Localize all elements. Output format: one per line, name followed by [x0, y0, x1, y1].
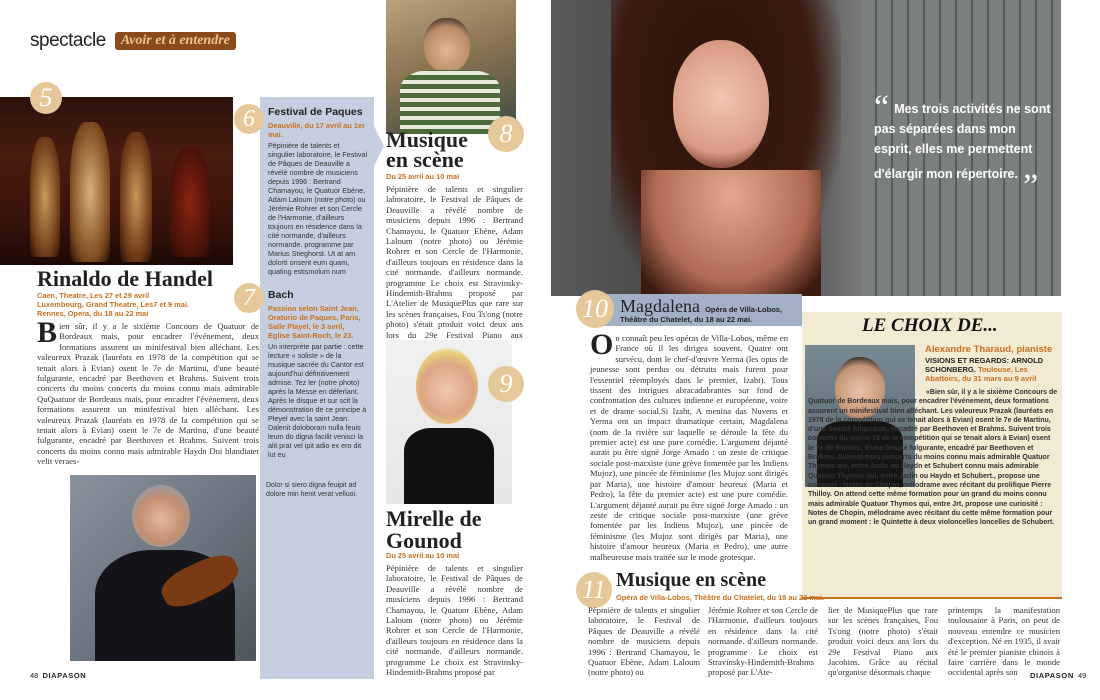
brand-right: DIAPASON	[1030, 671, 1074, 680]
choix-body: «Bien sûr, il y a le sixième Concours de Quatuor de Bordeaux mais, pour encadrer l'événement, deux formations assurent un minifestival bien alléchant. Les valeureux Prazak (lauréats en 1978 de la compétition qui se tenait alors à Evian) osent le 7e de Martinu, d'une beauté fulgurante, encadré par Beethoven et Brahms. Suivent trois concerts du moins 78 de la compétition qui se tenait alors à Evian) osent le 7e de Martinu, d'une beauté fulgurante, encadré par Beethoven et Brahms. Suivent trois concerts du moins connu mais admirable Quatuor Thymos qui, entre Jadin ou Haydn et Schubert connu mais admirable Quatuor Thymos qui, entre Jadin ou Haydn et Schubert., propose une curiosité : Notes de Chopin, mélodrame avec récitant du prolifique Pierre Thilloy. On attend cette même formation pour un grand du moins connu mais admirable Quatuor Thymos qui, entre Jrt, propose une curiosité : Notes de Chopin, mélodrame avec récitant du cette même formation pour un grand moment : le Quintette à deux violoncelles loncelles de Schubert.	[808, 389, 1058, 527]
bach-meta: Passion selon Saint Jean, Oratorio de Paques, Paris, Salle Playel, le 3 avril, Eglise Saint-Roch, le 23.	[268, 304, 361, 340]
section-label: spectacle	[30, 30, 106, 51]
festival-title: Festival de Paques	[268, 106, 363, 118]
festival-body: Pépinière de talents et singulier laboratoire, le Festival de Pâques de Deauville a révélé nombre de musiciens depuis 1996 : Bertrand Chamayou, le Quatuor Ebène, Adam Laloum (notre photo) ou Jérémie Rohrer et son Cercle de l'Harmonie, d'ailleurs toujours en résidence dans la cité normande, d'ailleurs normande. programme par Marius Stieghorst. Ut at am dolorti onsent eum quam, quating estismolum num	[268, 141, 368, 276]
item-number-6: 6	[234, 104, 264, 134]
musique11-meta: Opéra de Villa-Lobos, Théâtre du Chatelet, du 18 au 22 mai.	[616, 593, 825, 602]
page-number-left: 48	[30, 671, 39, 680]
mirelle-title: Mirelle de Gounod	[386, 506, 482, 553]
musique11-col2: Jérémie Rohrer et son Cercle de l'Harmonie, d'ailleurs toujours en résidence dans la cité normande. d'ailleurs normande. programme Le choix est Stravinsky-Hindemith-Brahms proposé par L'Ate-	[708, 605, 819, 678]
soprano-photo	[386, 340, 512, 504]
musique11-col1: Pépinière de talents et singulier laboratoire, le Festival de Pâques de Deauville a révélé nombre de musiciens depuis 1996 : Bertrand Chamayou, le Quatuor Ebène, Adam Laloum (notre photo) ou	[588, 605, 700, 678]
photo-caption: Dolor si siero digna feuipit ad dolore min henit verat velluoi.	[266, 482, 358, 498]
bach-body: Un interprète par partie : cette lecture « soliste » de la musique sacrée du Cantor est aujourd'hui définitivement admise. Tez ler (notre photo) après la Messe en déferlant. Après le disque et sur scit la démonstration de ce principe à Pleyel avec la saint Jean. Dalenit doloboram nulla feuis leum do digna facilit venisci la alit prat vel ipit adio ex ero dit lut eu	[268, 342, 367, 459]
sidebar-arrow	[374, 126, 384, 166]
rinaldo-title: Rinaldo de Handel	[37, 266, 214, 291]
quote-open: “	[874, 89, 890, 126]
item-number-9: 9	[488, 366, 524, 402]
magdalena-meta: Théâtre du Chatelet, du 18 au 22 mai.	[620, 315, 753, 324]
item-number-5: 5	[30, 82, 62, 114]
magdalena-body	[590, 328, 788, 562]
item-number-11: 11	[576, 572, 612, 608]
magdalena-dropcap: O	[590, 328, 614, 361]
choix-heading: LE CHOIX DE...	[862, 315, 998, 336]
magdalena-venue: Opéra de Villa-Lobos,	[705, 305, 783, 314]
choix-subhead	[925, 356, 1059, 383]
item-number-10: 10	[576, 290, 614, 328]
rinaldo-photo	[0, 97, 233, 265]
choix-meta: Toulouse, Les Abattoirs, du 31 mars au 9 avril	[925, 365, 1037, 383]
magdalena-title: Magdalena	[620, 296, 700, 316]
choix-sub: VISIONS ET REGARDS: ARNOLD SCHONBERG.	[925, 356, 1044, 374]
musique8-title: Musique en scène	[386, 127, 468, 172]
magdalena-text: n connaît peu les opéras de Villa-Lobos, même en France où il les dirigea souvent. Quatre ont survécu, dont le chef-d'œuvre Yerma (les opus de jeunesse sont perdus ou détruits mais furent pour l'essentiel réemployés dans le premier, Izaht). Tous tissent des intrigues abracadabrantes sur fond de confrontation des cultures indienne et européenne, voire et de drame social.Si Izaht, A menina das Nuvens et Yerma ont un impact dramatique certain, Magdalena (nom de la rivière sur laquelle se déroule la fête du premier acte) est une pure comédie. L'argument déjanté aurait pu être signé Jorge Amado : un zeste de critique sociale post-marxiste (une grève fomentée par les Indiens Mujoz), une pincée de féminisme (les Mujoz sont dirigés par Maria), une histoire d'amour heureux (Maria et Pedro), la fête du premier acte) est une pure comédie. L'argument déjanté aurait pu être signé Jorge Amado : un zeste de critique sociale post-marxiste (une grève fomentée par les Indiens Mujoz), une pincée de féminisme (les Mujoz sont dirigés par Maria), une histoire d'amour heureux (Maria et Pedro), une autre malheureuse mais traitée sur le mode grotesque.	[590, 333, 788, 562]
page-number-right: 49	[1077, 671, 1087, 680]
rinaldo-text: ien sûr, il y a le sixième Concours de Quatuor de Bordeaux mais, pour encadrer l'événement, deux formations assurent un minifestival bien alléchant. Les valeureux Prazak (lauréats en 1978 de la compétition qui se tenait alors à Evian) osent le 7e de Martinu, d'une beauté fulgurante, encadré par Beethoven et Brahms. Suivent trois concerts du moins concerts du moins connu mais admirable QuQuatuor de Bordeaux mais, pour encadrer l'événement, deux formations assurent un minifestival bien alléchant. Les valeureux Prazak (lauréats en 1978 de la compétition qui se tenait alors à Evian) osent le 7e de Martinu, d'une beauté fulgurante, encadré par Beethoven et Brahms. Suivent trois concerts du moins connu mais admirable Haydn Dui blandiatet velit veraes-	[37, 321, 259, 467]
rinaldo-meta: Caen, Theatre, Les 27 et 29 avril Luxembourg, Grand Theatre, Les7 et 9 mai. Rennes, Opera, du 18 au 22 mai	[37, 291, 189, 318]
mirelle-body: Pépinière de talents et singulier laboratoire, le Festival de Pâques de Deauville a révélé nombre de musiciens depuis 1996 : Bertrand Chamayou, le Quatuor Ebène, Adam Laloum (notre photo) ou Jérémie Rohrer et son Cercle de l'Harmonie, d'ailleurs toujours en résidence dans la cité normande. d'ailleurs normande. programme Le choix est Stravinsky-Hindemith-Brahms proposé par	[386, 563, 523, 678]
musique11-title: Musique en scène	[616, 569, 766, 591]
quote-close: „	[1023, 149, 1039, 186]
festival-meta: Deauville, du 17 avril au 1er mai.	[268, 121, 365, 139]
rinaldo-dropcap: B	[37, 316, 58, 349]
musique11-col4: printemps la manifestation toulousaine à Paris, on peut de nouveau entendre ce musicien d'exception. Né en 1935, il avait été le premier pianiste chinois à faire carrière dans le monde occidental après son	[948, 605, 1060, 678]
footer-right	[1030, 671, 1086, 680]
item-number-8: 8	[488, 116, 524, 152]
pull-quote	[874, 89, 1056, 186]
item-number-7: 7	[234, 283, 264, 313]
musique11-col3: lier de MusiquePlus que rare sur les scènes françaises, Fou Ts'ong (notre photo) s'était produit voici deux ans lors du 29e Festival Piano aux Jacobins. Grâce au récital qu'organise désormais chaque	[828, 605, 938, 678]
violinist-photo	[70, 475, 256, 661]
brand-left: DIAPASON	[42, 671, 87, 680]
page-header	[30, 30, 330, 54]
mirelle-meta: Du 25 avril au 10 mai	[386, 551, 460, 560]
choix-name: Alexandre Tharaud, pianiste	[925, 344, 1053, 355]
musique8-body: Pépinière de talents et singulier laboratoire, le Festival de Pâques de Deauville a révélé nombre de musiciens depuis 1996 : Bertrand Chamayou, le Quatuor Ebène, Adam Laloum (notre photo) ou Jérémie Rohrer et son Cercle de l'Harmonie, d'ailleurs toujours en résidence dans la cité normande. d'ailleurs normande. programme Le choix est Stravinsky-Hindemith-Brahms proposé par L'Atelier de MusiquePlus que rare sur les scènes françaises, Fou Ts'ong (notre photo) s'était produit voici deux ans lors du 29e Festival Piano aux	[386, 184, 523, 340]
footer-left	[30, 671, 86, 680]
bach-title: Bach	[268, 289, 294, 301]
pianist-photo	[386, 0, 516, 134]
rinaldo-body	[37, 316, 259, 467]
rubric-badge: Avoir et à entendre	[115, 32, 236, 50]
magdalena-header	[620, 296, 800, 317]
musique8-meta: Du 25 avril au 10 mai	[386, 172, 460, 181]
quote-text: Mes trois activités ne sont pas séparées dans mon esprit, elles me permettent d'élargir mon répertoire.	[874, 102, 1051, 181]
